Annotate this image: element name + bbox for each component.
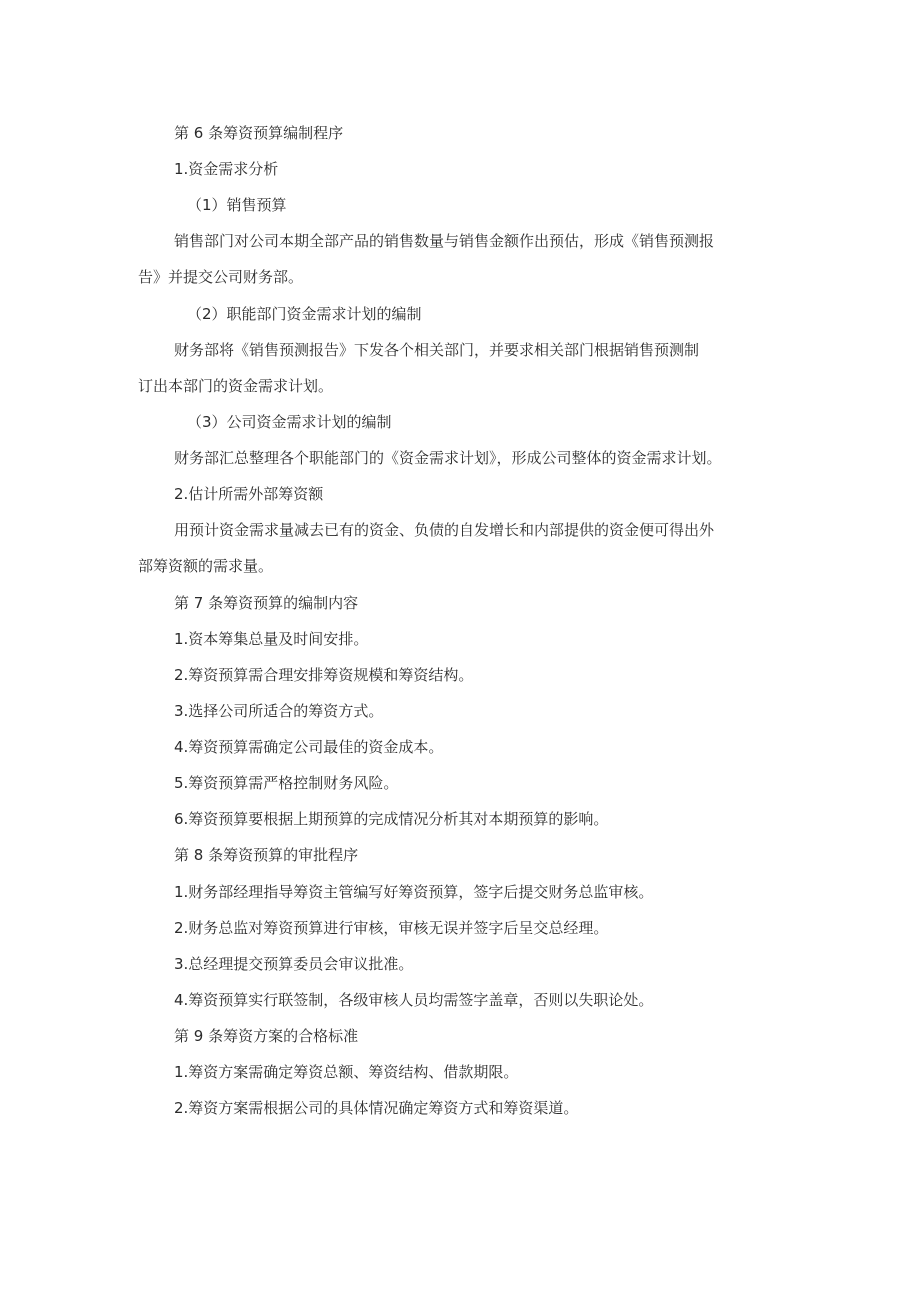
section-2-heading: 2.估计所需外部筹资额 (174, 485, 324, 503)
paragraph-line: 订出本部门的资金需求计划。 (138, 377, 334, 395)
list-item: 3.选择公司所适合的筹资方式。 (174, 702, 384, 720)
subsection-2-heading: （2）职能部门资金需求计划的编制 (187, 305, 422, 323)
list-item: 4.筹资预算实行联签制，各级审核人员均需签字盖章，否则以失职论处。 (174, 991, 654, 1009)
list-item: 1.资本筹集总量及时间安排。 (174, 630, 369, 648)
list-item: 2.筹资方案需根据公司的具体情况确定筹资方式和筹资渠道。 (174, 1099, 579, 1117)
list-item: 2.财务总监对筹资预算进行审核，审核无误并签字后呈交总经理。 (174, 919, 609, 937)
list-item: 4.筹资预算需确定公司最佳的资金成本。 (174, 738, 444, 756)
paragraph-line: 告》并提交公司财务部。 (138, 268, 304, 286)
subsection-1-heading: （1）销售预算 (187, 196, 287, 214)
article-7-heading: 第 7 条筹资预算的编制内容 (174, 594, 359, 612)
article-6-heading: 第 6 条筹资预算编制程序 (174, 124, 344, 142)
list-item: 6.筹资预算要根据上期预算的完成情况分析其对本期预算的影响。 (174, 810, 609, 828)
list-item: 1.筹资方案需确定筹资总额、筹资结构、借款期限。 (174, 1063, 519, 1081)
paragraph-line: 部筹资额的需求量。 (138, 557, 274, 575)
list-item: 2.筹资预算需合理安排筹资规模和筹资结构。 (174, 666, 474, 684)
article-8-heading: 第 8 条筹资预算的审批程序 (174, 846, 359, 864)
list-item: 3.总经理提交预算委员会审议批准。 (174, 955, 414, 973)
paragraph-line: 销售部门对公司本期全部产品的销售数量与销售金额作出预估，形成《销售预测报 (174, 232, 715, 250)
section-1-heading: 1.资金需求分析 (174, 160, 279, 178)
article-9-heading: 第 9 条筹资方案的合格标准 (174, 1027, 359, 1045)
list-item: 1.财务部经理指导筹资主管编写好筹资预算，签字后提交财务总监审核。 (174, 883, 654, 901)
list-item: 5.筹资预算需严格控制财务风险。 (174, 774, 399, 792)
subsection-3-heading: （3）公司资金需求计划的编制 (187, 413, 392, 431)
paragraph-line: 财务部汇总整理各个职能部门的《资金需求计划》，形成公司整体的资金需求计划。 (174, 449, 722, 467)
paragraph-line: 财务部将《销售预测报告》下发各个相关部门，并要求相关部门根据销售预测制 (174, 341, 700, 359)
paragraph-line: 用预计资金需求量减去已有的资金、负债的自发增长和内部提供的资金便可得出外 (174, 521, 715, 539)
